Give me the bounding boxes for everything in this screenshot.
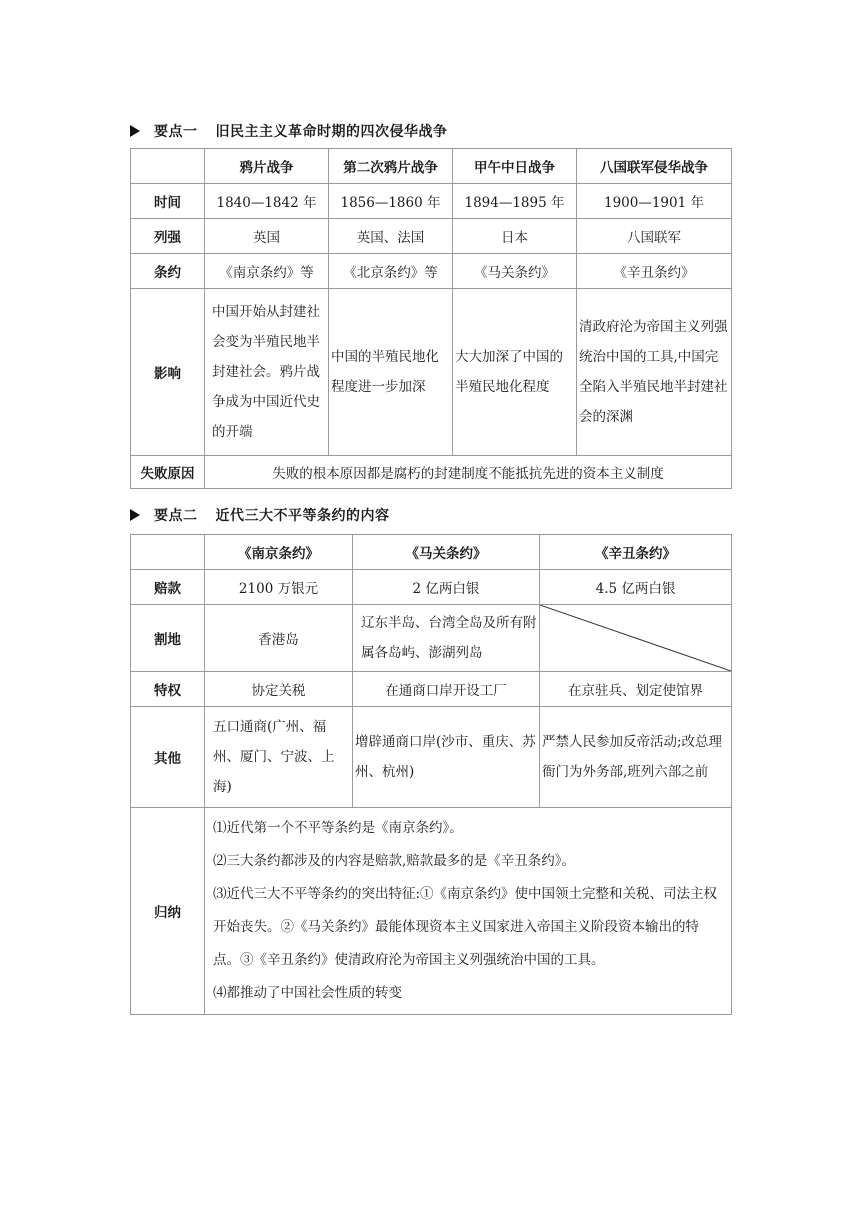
row-label: 割地 — [131, 605, 205, 672]
row-label: 归纳 — [131, 808, 205, 1015]
wars-header-cell: 鸦片战争 — [205, 149, 329, 184]
wars-header-cell: 第二次鸦片战争 — [329, 149, 453, 184]
table-cell: 香港岛 — [205, 605, 353, 672]
row-label: 失败原因 — [131, 456, 205, 489]
treaties-header-cell: 《南京条约》 — [205, 535, 353, 570]
empty-diagonal-cell — [540, 605, 732, 672]
row-label: 特权 — [131, 672, 205, 707]
table-cell: 4.5 亿两白银 — [540, 570, 732, 605]
treaties-row-privilege — [131, 672, 732, 707]
wars-row-powers — [131, 219, 732, 254]
table-cell: 在通商口岸开设工厂 — [353, 672, 540, 707]
row-label: 赔款 — [131, 570, 205, 605]
row-label: 列强 — [131, 219, 205, 254]
table-cell: 协定关税 — [205, 672, 353, 707]
wars-row-time — [131, 184, 732, 219]
summary-item: ⑶近代三大不平等条约的突出特征:①《南京条约》使中国领土完整和关税、司法主权开始丧失。②《马关条约》最能体现资本主义国家进入帝国主义阶段资本输出的特点。③《辛丑条约》使清政府沦为帝国主义列强统治中国的工具。 — [213, 886, 718, 968]
wars-row-impact — [131, 289, 732, 456]
section1-point: 要点一 — [154, 124, 198, 140]
summary-item: ⑷都推动了中国社会性质的转变 — [213, 985, 402, 1001]
wars-row-failure — [131, 456, 732, 489]
treaties-header-cell: 《辛丑条约》 — [540, 535, 732, 570]
row-label: 其他 — [131, 707, 205, 808]
table-cell: 在京驻兵、划定使馆界 — [540, 672, 732, 707]
section2-heading — [130, 505, 390, 525]
wars-row-treaty — [131, 254, 732, 289]
table-cell: 清政府沦为帝国主义列强统治中国的工具,中国完全陷入半殖民地半封建社会的深渊 — [577, 289, 732, 456]
wars-header-corner — [131, 149, 205, 184]
table-cell: 中国的半殖民地化程度进一步加深 — [329, 289, 453, 456]
row-label: 条约 — [131, 254, 205, 289]
table-cell: 1894—1895 年 — [453, 184, 577, 219]
wars-table — [130, 148, 732, 489]
table-cell: 失败的根本原因都是腐朽的封建制度不能抵抗先进的资本主义制度 — [205, 456, 732, 489]
treaties-header-row — [131, 535, 732, 570]
table-cell: 中国开始从封建社会变为半殖民地半封建社会。鸦片战争成为中国近代史的开端 — [205, 289, 329, 456]
table-cell: 增辟通商口岸(沙市、重庆、苏州、杭州) — [353, 707, 540, 808]
table-cell: 2 亿两白银 — [353, 570, 540, 605]
diagonal-line-icon — [540, 605, 731, 671]
wars-header-cell: 八国联军侵华战争 — [577, 149, 732, 184]
table-cell: 大大加深了中国的半殖民地化程度 — [453, 289, 577, 456]
section1-title: 旧民主主义革命时期的四次侵华战争 — [215, 124, 448, 140]
table-cell: 《辛丑条约》 — [577, 254, 732, 289]
treaties-table — [130, 534, 732, 1015]
treaties-row-summary — [131, 808, 732, 1015]
row-label: 影响 — [131, 289, 205, 456]
summary-item: ⑴近代第一个不平等条约是《南京条约》。 — [213, 820, 463, 836]
table-cell: 《马关条约》 — [453, 254, 577, 289]
summary-cell — [205, 808, 732, 1015]
table-cell: 2100 万银元 — [205, 570, 353, 605]
table-cell: 八国联军 — [577, 219, 732, 254]
triangle-bullet-icon — [130, 125, 140, 137]
table-cell: 五口通商(广州、福州、厦门、宁波、上海) — [205, 707, 353, 808]
table-cell: 日本 — [453, 219, 577, 254]
table-cell: 严禁人民参加反帝活动;改总理衙门为外务部,班列六部之前 — [540, 707, 732, 808]
section2-title: 近代三大不平等条约的内容 — [215, 508, 390, 524]
section2-point: 要点二 — [154, 508, 198, 524]
wars-header-cell: 甲午中日战争 — [453, 149, 577, 184]
table-cell: 英国 — [205, 219, 329, 254]
treaties-row-other — [131, 707, 732, 808]
triangle-bullet-icon — [130, 509, 140, 521]
table-cell: 1856—1860 年 — [329, 184, 453, 219]
table-cell: 1840—1842 年 — [205, 184, 329, 219]
treaties-header-corner — [131, 535, 205, 570]
table-cell: 辽东半岛、台湾全岛及所有附属各岛屿、澎湖列岛 — [353, 605, 540, 672]
section1-heading — [130, 121, 448, 141]
row-label: 时间 — [131, 184, 205, 219]
treaties-header-cell: 《马关条约》 — [353, 535, 540, 570]
table-cell: 《北京条约》等 — [329, 254, 453, 289]
table-cell: 1900—1901 年 — [577, 184, 732, 219]
treaties-row-indemnity — [131, 570, 732, 605]
summary-item: ⑵三大条约都涉及的内容是赔款,赔款最多的是《辛丑条约》。 — [213, 853, 576, 869]
table-cell: 英国、法国 — [329, 219, 453, 254]
table-cell: 《南京条约》等 — [205, 254, 329, 289]
wars-header-row — [131, 149, 732, 184]
treaties-row-territory — [131, 605, 732, 672]
